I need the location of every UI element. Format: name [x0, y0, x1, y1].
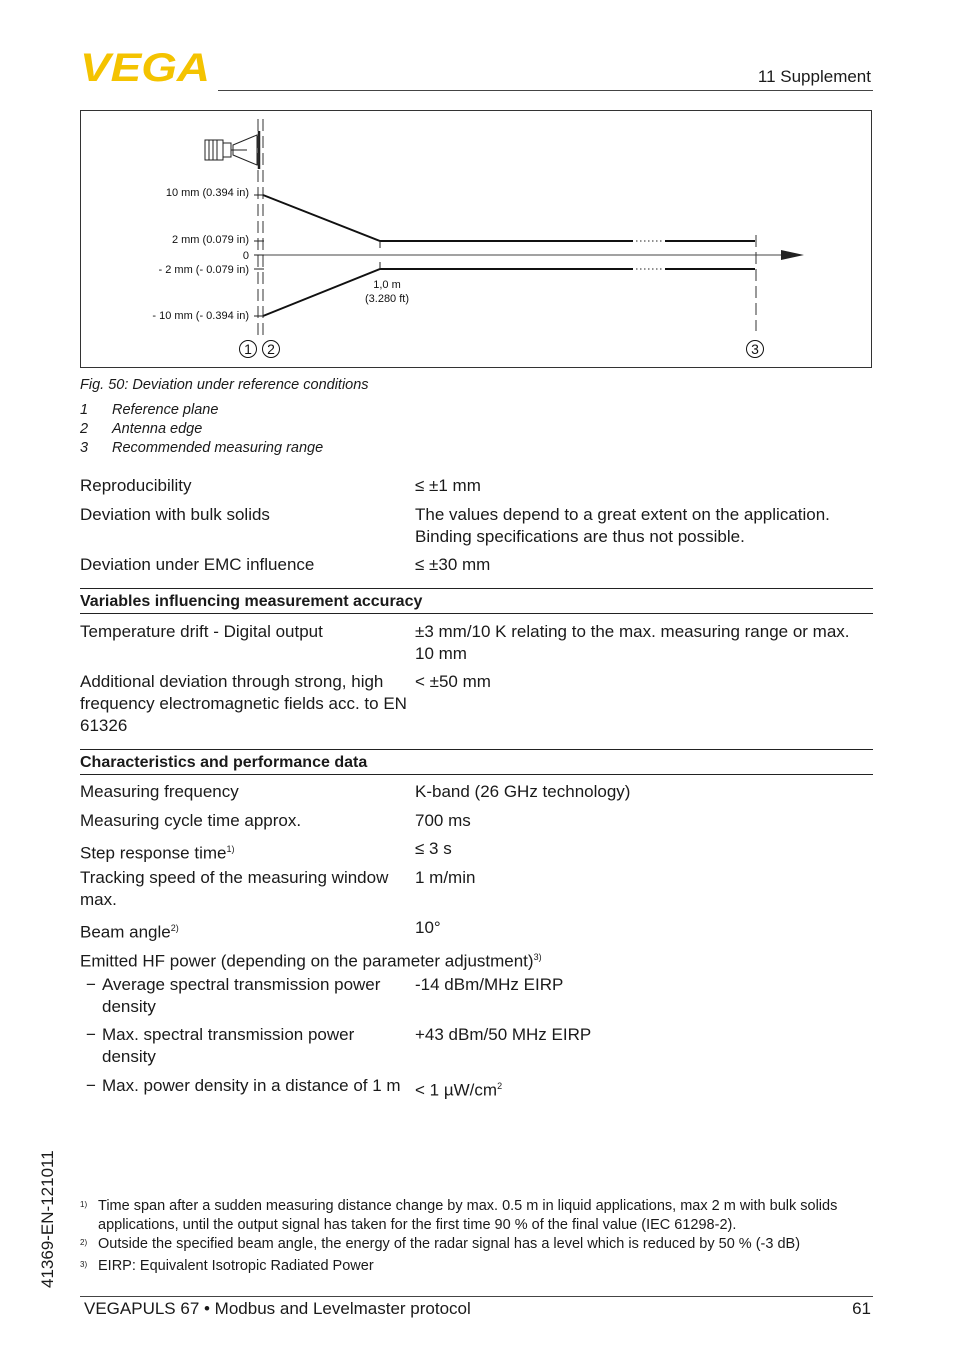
footnote-ref: 3): [533, 952, 542, 962]
legend-num: 1: [80, 402, 89, 418]
x-label-meters: 1,0 m: [373, 279, 401, 291]
section-heading-accuracy: Variables influencing measurement accuracy: [80, 588, 873, 614]
y-label-minus-2mm: - 2 mm (- 0.079 in): [158, 264, 249, 276]
spec-key-text: Max. power density in a distance of 1 m: [102, 1076, 401, 1095]
spec-key: Deviation under EMC influence: [80, 555, 315, 574]
antenna-icon: [205, 131, 259, 169]
footnote-text: Time span after a sudden measuring distance change by max. 0.5 m in liquid applications, max 2 m with bulk solids applications, until the output signal has taken for the first time 90 % of the final value (IEC 61298-2).: [98, 1198, 838, 1233]
section-title: 11 Supplement: [757, 67, 871, 86]
spec-value: < ±50 mm: [415, 672, 491, 691]
marker-1: 1: [244, 341, 252, 357]
footer-title: VEGAPULS 67 • Modbus and Levelmaster protocol: [84, 1299, 471, 1318]
x-label-feet: (3.280 ft): [364, 293, 410, 305]
marker-2: 2: [267, 341, 275, 357]
spec-value: ±3 mm/10 K relating to the max. measuring range or max. 10 mm: [415, 622, 850, 663]
legend-item: [80, 421, 202, 437]
marker-3: 3: [751, 341, 759, 357]
legend-item: [80, 402, 218, 418]
y-label-minus-10mm: - 10 mm (- 0.394 in): [152, 310, 249, 322]
spec-key: [80, 917, 410, 944]
y-label-2mm: 2 mm (0.079 in): [171, 234, 249, 246]
spec-value: ≤ ±1 mm: [415, 476, 481, 495]
footnote-mark: 1): [80, 1200, 88, 1209]
legend-num: 3: [80, 440, 89, 456]
hf-power-heading: [80, 946, 873, 973]
deviation-upper-curve: [263, 195, 755, 241]
spec-value: The values depend to a great extent on the application. Binding specifications are thus not possible.: [415, 505, 830, 546]
spec-value: [415, 1075, 870, 1102]
footer-divider: [80, 1296, 873, 1297]
spec-key: Additional deviation through strong, high frequency electromagnetic fields acc. to EN 61326: [80, 672, 407, 735]
deviation-figure: [80, 110, 872, 368]
spec-value-text: < 1 µW/cm: [415, 1080, 498, 1100]
axis-arrow: [781, 250, 804, 260]
spec-value: +43 dBm/50 MHz EIRP: [415, 1025, 592, 1044]
page-number: 61: [852, 1299, 871, 1318]
footnote-mark: 3): [80, 1260, 88, 1269]
hf-power-title: Emitted HF power (depending on the parameter adjustment): [80, 951, 534, 971]
dash-bullet: −: [86, 1076, 96, 1095]
spec-key: Reproducibility: [80, 476, 192, 495]
unit-superscript: 2: [497, 1081, 503, 1091]
vega-logo: [80, 50, 212, 89]
legend-text: Antenna edge: [112, 421, 203, 437]
footnote-ref: 2): [170, 923, 179, 933]
spec-key: Measuring cycle time approx.: [80, 811, 302, 830]
spec-key: [86, 1075, 416, 1097]
legend-num: 2: [80, 421, 89, 437]
header-divider: [218, 90, 873, 91]
spec-key-text: Max. spectral transmission power density: [102, 1025, 355, 1066]
legend-text: Reference plane: [112, 402, 219, 418]
legend-item: [80, 440, 323, 456]
footnote-ref: 1): [226, 844, 235, 854]
y-label-0: 0: [242, 250, 249, 262]
footnote: [80, 1235, 873, 1255]
spec-key: [86, 974, 416, 1018]
footnote-text: Outside the specified beam angle, the energy of the radar signal has a level which is reduced by 50 % (-3 dB): [98, 1236, 801, 1252]
legend-text: Recommended measuring range: [112, 440, 324, 456]
spec-value: 700 ms: [415, 811, 471, 830]
spec-key-text: Average spectral transmission power density: [102, 975, 381, 1016]
spec-key: Deviation with bulk solids: [80, 505, 270, 524]
deviation-lower-curve: [263, 269, 755, 316]
spec-key-text: Step response time: [80, 843, 227, 863]
footnote: [80, 1197, 873, 1235]
spec-key: [80, 838, 410, 865]
spec-key: Temperature drift - Digital output: [80, 622, 323, 641]
section-heading-characteristics: Characteristics and performance data: [80, 749, 873, 775]
spec-value: ≤ ±30 mm: [415, 555, 491, 574]
spec-key-text: Beam angle: [80, 922, 171, 942]
deviation-diagram: [81, 111, 873, 369]
document-id: 41369-EN-121011: [38, 1150, 57, 1288]
spec-key: [86, 1024, 416, 1068]
y-label-10mm: 10 mm (0.394 in): [165, 187, 249, 199]
footnote-text: EIRP: Equivalent Isotropic Radiated Power: [98, 1258, 374, 1274]
footnote-mark: 2): [80, 1238, 88, 1247]
spec-key: Tracking speed of the measuring window max.: [80, 868, 389, 909]
spec-value: -14 dBm/MHz EIRP: [415, 975, 564, 994]
spec-value: ≤ 3 s: [415, 839, 452, 858]
figure-caption: Fig. 50: Deviation under reference conditions: [80, 377, 369, 393]
footnote: [80, 1257, 873, 1277]
spec-value: K-band (26 GHz technology): [415, 782, 631, 801]
dash-bullet: −: [86, 1025, 96, 1044]
spec-value: 1 m/min: [415, 868, 476, 887]
spec-key: Measuring frequency: [80, 782, 239, 801]
logo-text: VEGA: [80, 50, 210, 84]
spec-value: 10°: [415, 918, 441, 937]
dash-bullet: −: [86, 975, 96, 994]
